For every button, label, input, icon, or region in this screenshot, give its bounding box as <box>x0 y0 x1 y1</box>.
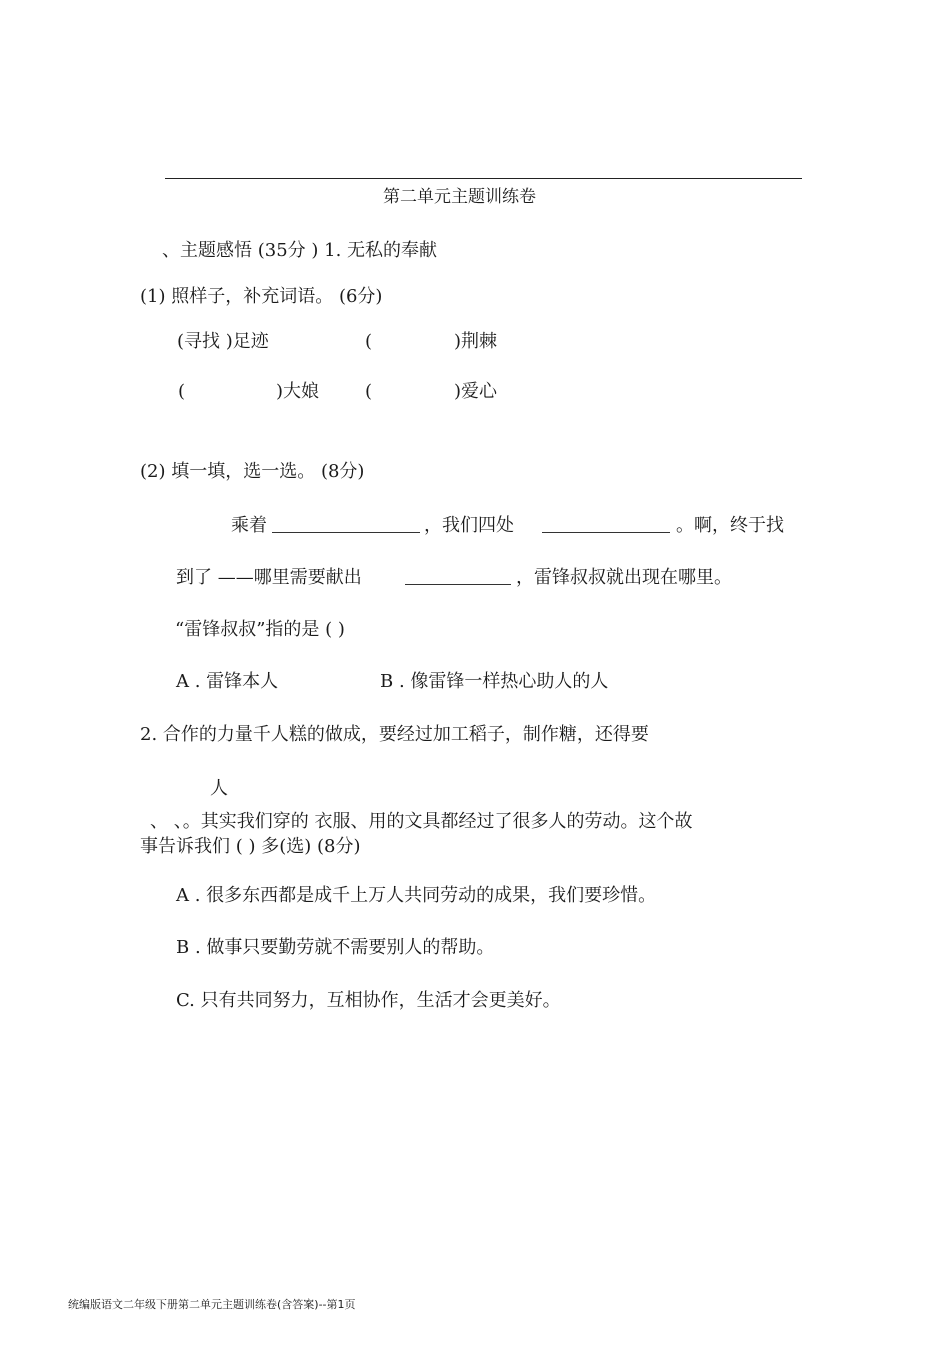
blank-2[interactable] <box>542 516 670 533</box>
page-title: 第二单元主题训练卷 <box>383 187 536 207</box>
q2-line2-b: ，雷锋叔叔就出现在哪里。 <box>516 567 732 588</box>
item2-line4: 事告诉我们 ( ) 多(选) (8分) <box>140 836 361 857</box>
page-footer: 统编版语文二年级下册第二单元主题训练卷(含答案)--第1页 <box>68 1298 356 1311</box>
q2-option-b[interactable]: B . 像雷锋一样热心助人的人 <box>380 671 609 692</box>
q1-row1-right-open: ( <box>365 331 373 352</box>
item2-option-c[interactable]: C. 只有共同努力，互相协作，生活才会更美好。 <box>176 990 561 1011</box>
q1-row2-left-open: ( <box>178 381 186 402</box>
blank-3[interactable] <box>405 568 511 585</box>
q1-row2-right-open: ( <box>365 381 373 402</box>
q2-line2-a: 到了 ——哪里需要献出 <box>176 567 362 588</box>
item2-line1: 2. 合作的力量千人糕的做成，要经过加工稻子，制作糖，还得要 <box>140 724 649 745</box>
q2-option-a[interactable]: A . 雷锋本人 <box>176 671 279 692</box>
item2-option-b[interactable]: B . 做事只要勤劳就不需要别人的帮助。 <box>176 937 495 958</box>
section1-heading: 、主题感悟 (35分 ) 1. 无私的奉献 <box>162 240 438 261</box>
q1-row2-right-close: )爱心 <box>454 381 498 402</box>
item2-line3: 、 、。其实我们穿的 衣服、用的文具都经过了很多人的劳动。这个故 <box>150 811 693 832</box>
blank-1[interactable] <box>272 516 420 533</box>
q2-prompt: (2) 填一填，选一选。 (8分) <box>140 461 365 482</box>
q2-line1-a: 乘着 <box>231 515 267 536</box>
q2-line1-c: 。啊，终于找 <box>676 515 784 536</box>
header-rule <box>165 178 802 179</box>
q1-row1-right-close: )荆棘 <box>454 331 498 352</box>
item2-line2: 人 <box>210 778 228 799</box>
q1-row1-left: (寻找 )足迹 <box>177 331 269 352</box>
item2-option-a[interactable]: A . 很多东西都是成千上万人共同劳动的成果，我们要珍惜。 <box>176 885 657 906</box>
q1-row2-left-close: )大娘 <box>276 381 320 402</box>
q2-line1-b: ，我们四处 <box>424 515 514 536</box>
q2-question: “雷锋叔叔”指的是 ( ) <box>175 619 345 640</box>
q1-prompt: (1) 照样子，补充词语。 (6分) <box>140 286 383 307</box>
